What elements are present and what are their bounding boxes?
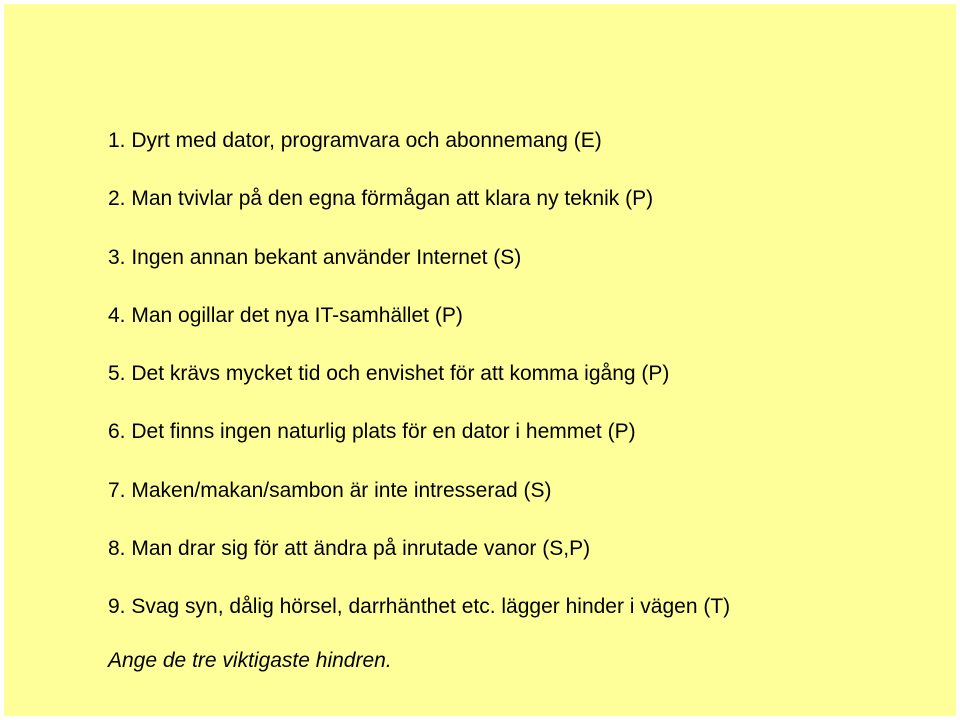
list-item: 2. Man tvivlar på den egna förmågan att klara ny teknik (P) [108,187,654,211]
list-item: 7. Maken/makan/sambon är inte intresserad (S) [108,478,552,502]
list-item: 8. Man drar sig för att ändra på inrutade vanor (S,P) [108,537,591,561]
list-item: 9. Svag syn, dålig hörsel, darrhänthet etc. lägger hinder i vägen (T) [108,595,731,619]
list-item: 1. Dyrt med dator, programvara och abonnemang (E) [108,129,602,152]
slide [4,4,956,716]
list-item: 3. Ingen annan bekant använder Internet (S) [108,245,522,269]
list-item: 6. Det finns ingen naturlig plats för en dator i hemmet (P) [108,420,636,444]
instruction-note: Ange de tre viktigaste hindren. [108,649,392,672]
list-item: 4. Man ogillar det nya IT-samhället (P) [108,303,463,327]
obstacle-list [108,126,948,651]
list-item: 5. Det krävs mycket tid och envishet för att komma igång (P) [108,362,670,386]
